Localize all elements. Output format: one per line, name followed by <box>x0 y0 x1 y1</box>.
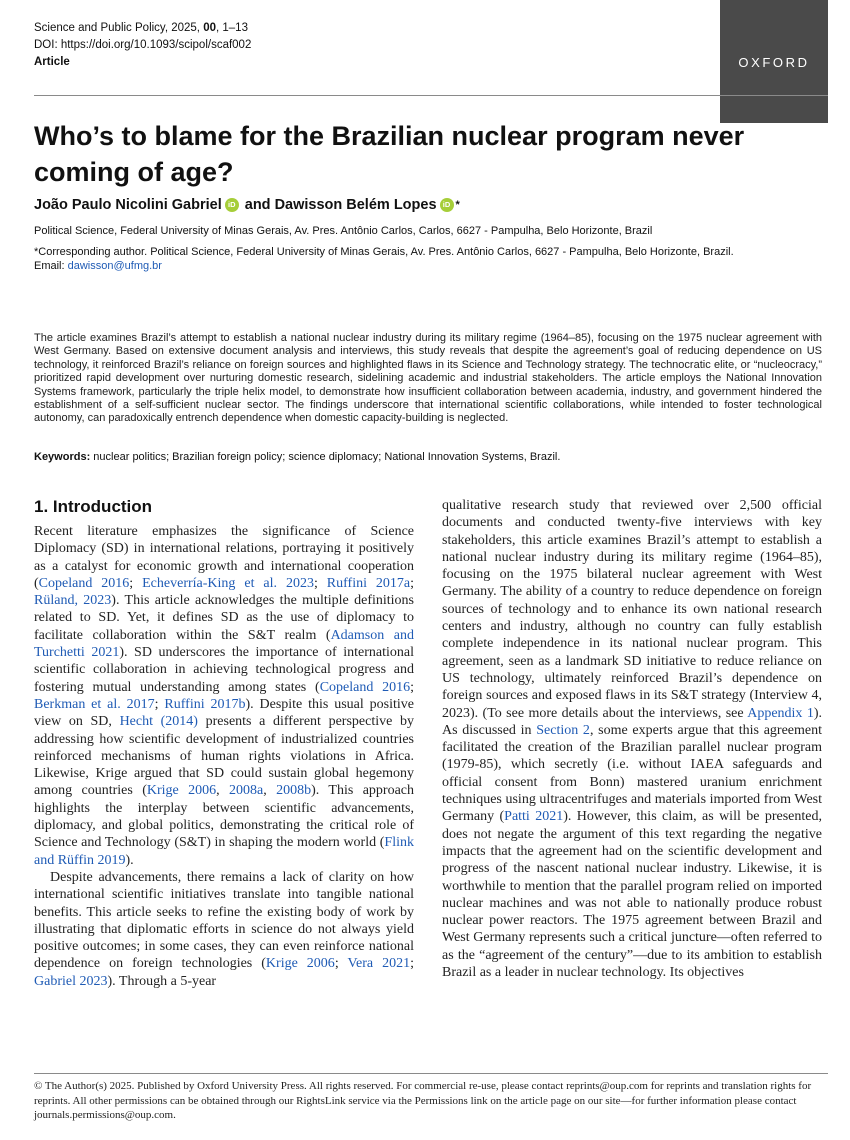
citation-link[interactable]: Copeland 2016 <box>38 575 130 591</box>
author-list <box>34 197 460 213</box>
journal-volume: 00 <box>203 22 216 34</box>
citation-link[interactable]: Hecht (2014) <box>119 714 198 730</box>
citation-link[interactable]: Berkman et al. 2017 <box>34 696 155 712</box>
article-title: Who’s to blame for the Brazilian nuclear program never coming of age? <box>34 121 745 187</box>
citation-link[interactable]: 2008a <box>229 783 264 799</box>
citation-link[interactable]: Rüland, 2023 <box>34 593 112 609</box>
abstract: The article examines Brazil’s attempt to establish a national nuclear industry during its military regime (1964–85), focusing on the 1975 nuclear agreement with West Germany. Based on extensive document analysis and interviews, this study reveals that despite the agreement’s goal of reducing dependence on US technology, it reinforced Brazil’s reliance on foreign sources and highlighted flaws in its Science and Technology strategy. The technocratic elite, or “nucleocracy,” prioritized rapid development over nurturing domestic research, sidelining academic and industrial stakeholders. The article employs the National Innovation Systems framework, particularly the triple helix model, to demonstrate how insufficient collaboration between academia, industry, and government hindered the establishment of a self-sufficient nuclear sector. The findings underscore that international scientific collaborations, while intended to foster technological autonomy, can paradoxically entrench dependence when domestic capacity-building is neglected. <box>34 332 822 425</box>
corresponding-author: *Corresponding author. Political Science, Federal University of Minas Gerais, Av. Pres. Antônio Carlos, 6627 - Pampulha, Belo Horizonte, Brazil. <box>34 246 734 258</box>
journal-meta <box>34 20 251 71</box>
citation-link[interactable]: Echeverría-King et al. 2023 <box>142 575 314 591</box>
section-heading: 1. Introduction <box>34 497 153 516</box>
keywords-label: Keywords: <box>34 451 91 463</box>
oxford-logo: OXFORD <box>720 0 828 123</box>
author-name: João Paulo Nicolini Gabriel <box>34 197 222 213</box>
paragraph: Recent literature emphasizes the significance of Science Diplomacy (SD) in international relations, portraying it positively as a catalyst for economic growth and international cooperation (Copeland 2016; Echeverría-King et al. 2023; Ruffini 2017a; Rüland, 2023). This article acknowledges the multiple definitions related to SD. Yet, it defines SD as the use of diplomacy to facilitate collaboration within the S&T realm (Adamson and Turchetti 2021). SD underscores the importance of international scientific collaboration in achieving technological progress and fostering mutual understanding among states (Copeland 2016; Berkman et al. 2017; Ruffini 2017b). Despite this usual positive view on SD, Hecht (2014) presents a different perspective by addressing how scientific development of industrialized countries reinforced mechanisms of human rights violations in Africa. Likewise, Krige argued that SD could sustain global hegemony among countries (Krige 2006, 2008a, 2008b). This approach highlights the interplay between scientific advancements, diplomacy, and global politics, demonstrating the critical role of Science and Technology (S&T) in shaping the modern world (Flink and Rüffin 2019). <box>34 524 415 868</box>
email-line: Email: dawisson@ufmg.br <box>34 260 162 272</box>
paragraph: qualitative research study that reviewed over 2,500 official documents and conducted twenty-five interviews with key stakeholders, this article examines Brazil’s attempt to establish a national nuclear industry during its military regime (1964–85), focusing on the 1975 bilateral nuclear agreement with West Germany. The ability of a country to reduce dependence on foreign sources of technology and to enhance its own national research centers and industry, although no country can fully establish complete independence in its national nuclear program. This agreement, seen as a landmark SD initiative to reduce reliance on US technology, ultimately reinforced Brazil’s dependence on foreign sources and exposed flaws in its S&T strategy (Interview 4, 2023). (To see more details about the interviews, see Appendix 1). As discussed in Section 2, some experts argue that this agreement facilitated the creation of the Brazilian parallel nuclear program (1979-85), which secretly (i.e. without IAEA safeguards and official consent from Bonn) mastered uranium enrichment techniques using ultracentrifuges and materials imported from West Germany (Patti 2021). However, this claim, as will be presented, does not negate the argument of this text regarding the negative impacts that the agreement had on the scientific development and progress of the nascent national nuclear industry. Likewise, it is worthwhile to mention that the parallel program relied on imported nuclear machines and was not able to nationally produce robust nuclear power reactors. The 1975 agreement between Brazil and West Germany represents such a critical juncture—often referred to as the “agreement of the century”—due to its ambition to establish Brazil as a leader in nuclear technology. Its objectives <box>442 498 822 981</box>
header-divider <box>34 95 828 96</box>
citation-link[interactable]: Ruffini 2017b <box>164 696 246 712</box>
right-column <box>442 497 822 981</box>
citation-link[interactable]: Ruffini 2017a <box>326 575 411 591</box>
orcid-icon[interactable]: iD <box>225 198 239 212</box>
orcid-icon[interactable]: iD <box>440 198 454 212</box>
citation-link[interactable]: Vera 2021 <box>347 956 411 972</box>
email-link[interactable]: dawisson@ufmg.br <box>67 260 162 272</box>
paragraph: Despite advancements, there remains a lack of clarity on how international scientific initiatives translate into tangible national benefits. This article seeks to refine the existing body of work by illustrating that diplomatic efforts in science do not always yield positive outcomes; in some cases, they can even reinforce national dependence on foreign technologies (Krige 2006; Vera 2021; Gabriel 2023). Through a 5-year <box>34 869 414 989</box>
citation-link[interactable]: Krige 2006 <box>146 783 217 799</box>
left-column <box>34 523 414 990</box>
author-connector: and <box>244 197 271 213</box>
keywords <box>34 451 560 463</box>
corresponding-marker: * <box>455 199 460 211</box>
appendix-link[interactable]: Appendix 1 <box>747 705 814 721</box>
citation-link[interactable]: Copeland 2016 <box>319 679 411 695</box>
copyright-footer: © The Author(s) 2025. Published by Oxford University Press. All rights reserved. For commercial re-use, please contact reprints@oup.com for reprints and translation rights for reprints. All other permissions can be obtained through our RightsLink service via the Permissions link on the article page on our site—for further information please contact journals.permissions@oup.com. <box>34 1080 812 1121</box>
doi[interactable]: DOI: https://doi.org/10.1093/scipol/scaf002 <box>34 39 252 51</box>
section-link[interactable]: Section 2 <box>536 722 590 738</box>
citation-link[interactable]: 2008b <box>276 783 312 799</box>
article-type: Article <box>34 56 70 68</box>
citation-link[interactable]: Krige 2006 <box>265 956 335 972</box>
citation-link[interactable]: Adamson and Turchetti 2021 <box>34 627 414 661</box>
citation-link[interactable]: Patti 2021 <box>504 809 564 825</box>
footer-divider <box>34 1073 828 1074</box>
citation-link[interactable]: Gabriel 2023 <box>34 973 108 989</box>
journal-citation: Science and Public Policy, 2025, 00, 1–13 <box>34 22 248 34</box>
keywords-text: nuclear politics; Brazilian foreign policy; science diplomacy; National Innovation Systems, Brazil. <box>90 451 561 463</box>
citation-link[interactable]: Flink and Rüffin 2019 <box>34 835 414 868</box>
author-name: Dawisson Belém Lopes <box>274 197 437 213</box>
affiliation: Political Science, Federal University of Minas Gerais, Av. Pres. Antônio Carlos, Carlos, 6627 - Pampulha, Belo Horizonte, Brazil <box>34 225 653 237</box>
